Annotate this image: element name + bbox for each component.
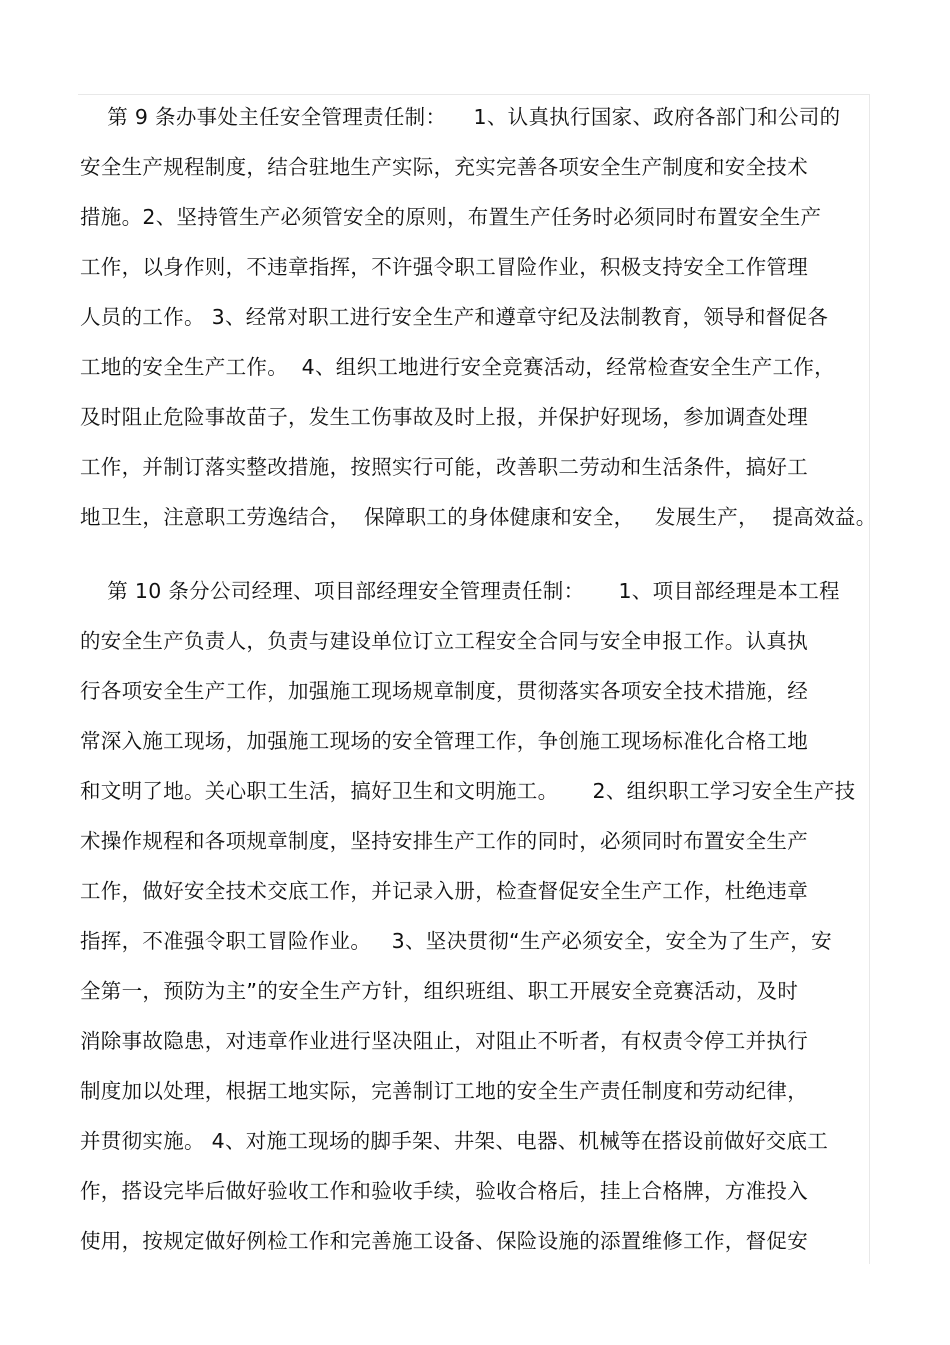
text-line: 常深入施工现场，加强施工现场的安全管理工作，争创施工现场标准化合格工地 — [80, 729, 808, 753]
text-line: 作，搭设完毕后做好验收工作和验收手续，验收合格后，挂上合格牌，方准投入 — [80, 1179, 808, 1203]
text-line: 制度加以处理，根据工地实际，完善制订工地的安全生产责任制度和劳动纪律， — [80, 1079, 808, 1103]
text-line: 工地的安全生产工作。 4、组织工地进行安全竞赛活动，经常检查安全生产工作， — [80, 355, 835, 379]
text-line: 的安全生产负责人，负责与建设单位订立工程安全合同与安全申报工作。认真执 — [80, 629, 808, 653]
text-line: 使用，按规定做好例检工作和完善施工设备、保险设施的添置维修工作，督促安 — [80, 1229, 808, 1253]
text-line: 工作，以身作则，不违章指挥，不许强令职工冒险作业，积极支持安全工作管理 — [80, 255, 808, 279]
text-line: 第 10 条分公司经理、项目部经理安全管理责任制： 1、项目部经理是本工程 — [80, 579, 840, 603]
text-line: 地卫生，注意职工劳逸结合， 保障职工的身体健康和安全， 发展生产， 提高效益。 — [80, 505, 877, 529]
page-border-top — [78, 94, 870, 95]
text-line: 措施。2、坚持管生产必须管安全的原则，布置生产任务时必须同时布置安全生产 — [80, 205, 822, 229]
text-line: 全第一，预防为主”的安全生产方针，组织班组、职工开展安全竞赛活动，及时 — [80, 979, 799, 1003]
text-line: 人员的工作。 3、经常对职工进行安全生产和遵章守纪及法制教育，领导和督促各 — [80, 305, 829, 329]
text-line: 和文明了地。关心职工生活，搞好卫生和文明施工。 2、组织职工学习安全生产技 — [80, 779, 856, 803]
text-line: 安全生产规程制度，结合驻地生产实际，充实完善各项安全生产制度和安全技术 — [80, 155, 808, 179]
text-line: 第 9 条办事处主任安全管理责任制： 1、认真执行国家、政府各部门和公司的 — [80, 105, 841, 129]
text-line: 及时阻止危险事故苗子，发生工伤事故及时上报，并保护好现场，参加调查处理 — [80, 405, 808, 429]
text-line: 并贯彻实施。 4、对施工现场的脚手架、井架、电器、机械等在搭设前做好交底工 — [80, 1129, 829, 1153]
page-border-right — [869, 94, 870, 1264]
text-line: 工作，做好安全技术交底工作，并记录入册，检查督促安全生产工作，杜绝违章 — [80, 879, 808, 903]
text-line: 术操作规程和各项规章制度，坚持安排生产工作的同时，必须同时布置安全生产 — [80, 829, 808, 853]
text-line: 指挥，不准强令职工冒险作业。 3、坚决贯彻“生产必须安全，安全为了生产，安 — [80, 929, 832, 953]
text-line: 工作，并制订落实整改措施，按照实行可能，改善职二劳动和生活条件，搞好工 — [80, 455, 808, 479]
text-line: 行各项安全生产工作，加强施工现场规章制度，贯彻落实各项安全技术措施，经 — [80, 679, 808, 703]
text-line: 消除事故隐患，对违章作业进行坚决阻止，对阻止不听者，有权责令停工并执行 — [80, 1029, 808, 1053]
